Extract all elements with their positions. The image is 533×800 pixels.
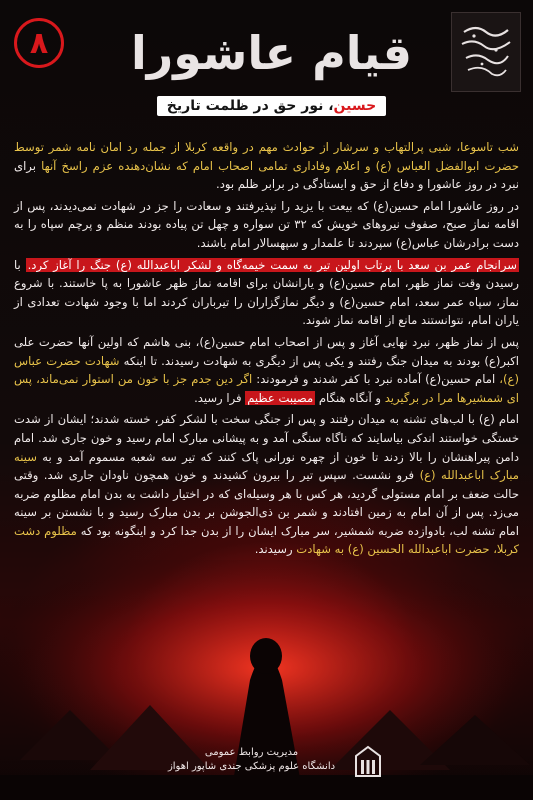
paragraph <box>14 197 519 253</box>
text-segment: مصیبت عظیم <box>247 390 314 405</box>
footer-line-1: مدیریت روابط عمومی <box>204 747 299 758</box>
text-segment: فرو نشست. سپس تیر را بیرون کشیدند و خون همچون ناودان جاری شد. وقتی حالت ضعف بر امام مستولی گردید، هر کس با هر وسیله‌ای که در اختیار داشت به بدن امام مظلوم ضربه می‌زد. پس از آن امام به زمین افتادند و شمر بن ذی‌الجوشن بر بدن مبارک رسید و با نشستن بر سینه امام تشنه لب، بادوازده ضربه شمشیر، سر مبارک ایشان را از بدن جدا کرد و اینگونه بود که <box>14 468 519 538</box>
subtitle <box>157 96 386 116</box>
text-segment: سرانجام عمر بن سعد با پرتاب اولین تیر به سمت خیمه‌گاه و لشکر اباعبدالله (ع) جنگ را آغاز کرد. <box>27 257 517 272</box>
text-segment: فرا رسید. <box>194 390 246 405</box>
footer-credit <box>120 746 383 774</box>
text-segment: اگر دین جدم جز با خون من استوار نمی‌ماند، پس ای شمشیرها مرا در برگیرید <box>14 372 519 405</box>
text-segment: سینه مبارک اباعبدالله (ع) <box>14 449 519 483</box>
subtitle-rest: ، نور حق در ظلمت تاریخ <box>166 98 334 114</box>
text-segment: رسیدند. <box>254 542 297 557</box>
text-segment: در روز عاشورا امام حسین(ع) که بیعت با یزید را نپذیرفتند و سعادت را جز در شهادت نمی‌دیدند، پس از اقامه نماز صبح، صفوف نیروهای خویش که ۳۲ تن سواره و چهل تن پیاده بودند منظم و پرچم سپاه را به دست برادرشان عباس(ع) سپردند تا علمدار و سپهسالار امام باشند. <box>14 198 519 250</box>
text-segment: شهادت حضرت عباس (ع)، <box>14 353 519 387</box>
paragraph <box>14 256 519 330</box>
page-title: قیام عاشورا <box>131 26 412 80</box>
text-segment: و آنگاه هنگام <box>315 390 385 405</box>
article-body <box>14 138 519 663</box>
text-segment: امام (ع) با لب‌های تشنه به میدان رفتند و پس از جنگی سخت با لشکر کفر، خسته شدند؛ ایشان از شدت خستگی خواستند اندکی بیاسایند که ناگاه سنگی آمد و به پیشانی مبارک امام رسید و خون جاری شد. امام دامن پیراهنشان را بالا زدند تا خون از چهره نورانی پاک کنند که تیر سه شعبه مسموم آمد و به <box>14 412 519 464</box>
calligraphy-logo-icon <box>451 12 521 92</box>
text-segment: با رسیدن وقت نماز ظهر، امام حسین(ع) و یارانشان برای اقامه نماز ظهر عاشورا به پا خاستند. با شروع نماز، سپاه عمر سعد، امام حسین(ع) و دیگر نمازگزاران را تیرباران کردند اما با وجود شهادت تعدادی از یاران امام، نتوانستند مانع از اقامه نماز شوند. <box>14 257 519 328</box>
paragraph <box>14 410 519 559</box>
university-logo-icon <box>353 744 383 778</box>
paragraph <box>14 138 519 194</box>
text-segment: امام حسین(ع) آماده نبرد با کفر شدند و فرمودند: <box>252 372 500 387</box>
paragraph <box>14 333 519 407</box>
number-badge: ۸ <box>14 18 64 68</box>
text-segment: شب تاسوعا، شبی پرالتهاب و سرشار از حوادث مهم در واقعه کربلا از جمله رد امان نامه شمر توسط حضرت ابوالفضل العباس (ع) و اعلام وفاداری تمامی اصحاب امام که نشان‌دهنده عزم راسخ آنها <box>14 140 520 173</box>
footer-line-2: دانشگاه علوم پزشکی جندی شاپور اهواز <box>167 761 336 772</box>
text-segment: مظلوم دشت کربلا، حضرت اباعبدالله الحسین (ع) به شهادت <box>14 523 519 557</box>
subtitle-box <box>150 92 393 120</box>
text-segment: برای نبرد در روز عاشورا و دفاع از حق و ایستادگی در برابر ظلم بود. <box>14 158 519 192</box>
text-segment: پس از نماز ظهر، نبرد نهایی آغاز و پس از اصحاب امام حسین(ع)، بنی هاشم که اولین آنها حضرت علی اکبر(ع) بودند به میدان جنگ رفتند و یکی پس از دیگری به شهادت رسیدند. تا اینکه <box>14 334 519 368</box>
subtitle-highlight: حسین <box>333 98 377 114</box>
